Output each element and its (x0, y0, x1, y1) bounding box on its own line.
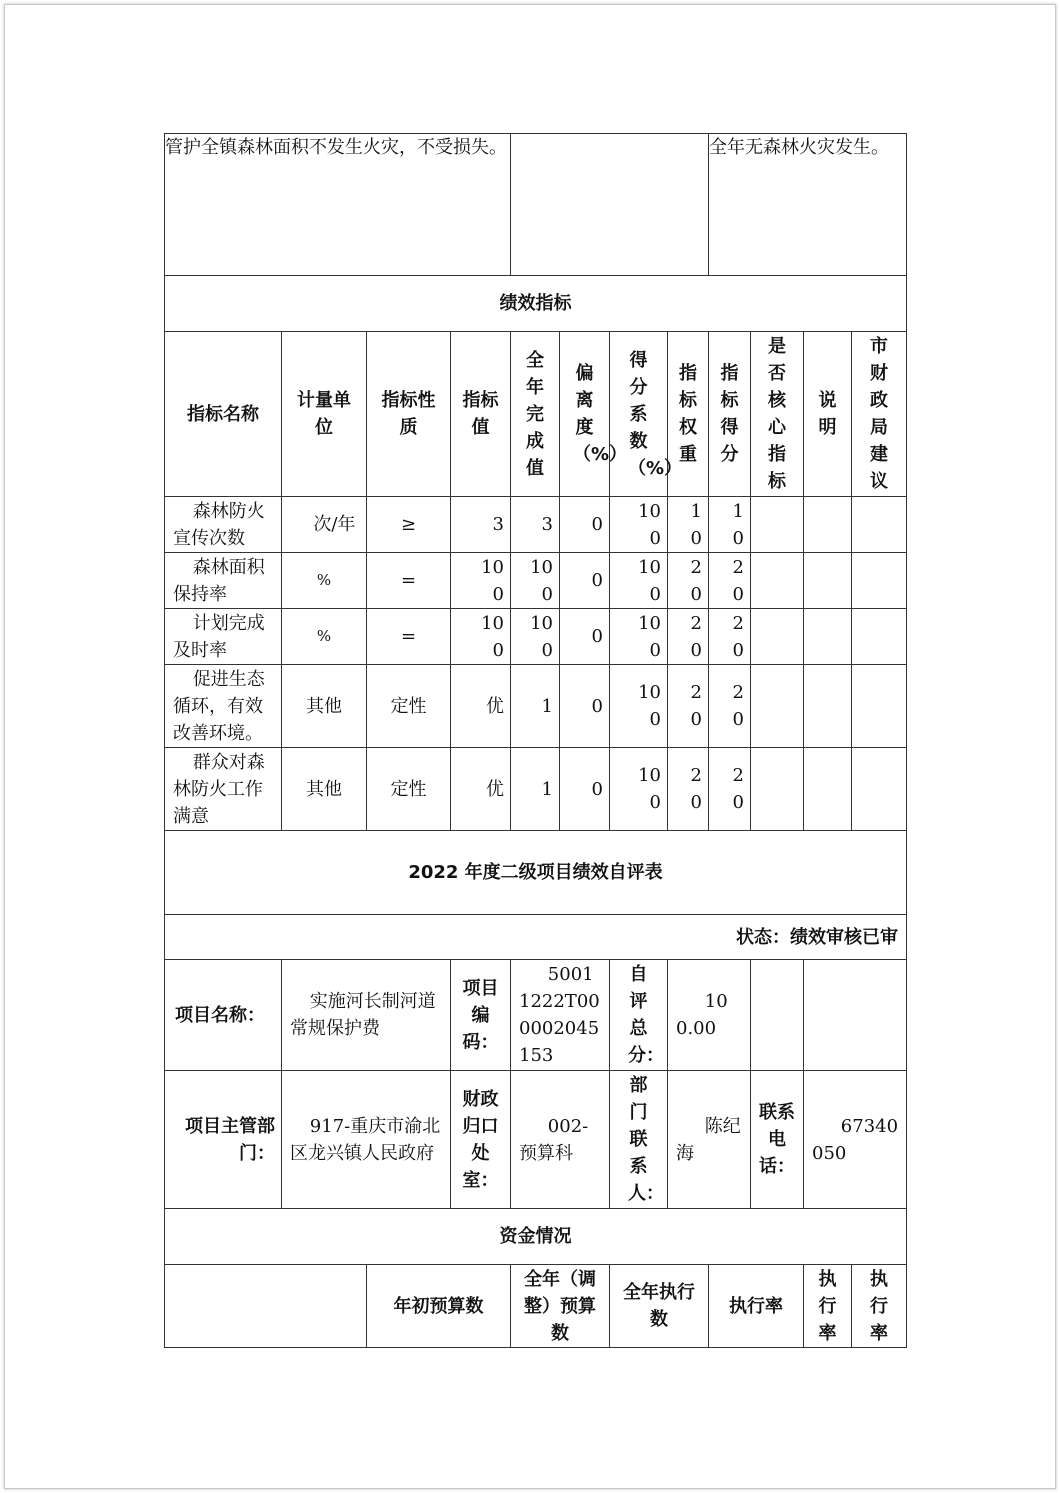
cell-done: 1 (511, 748, 560, 831)
cell-advice (852, 497, 907, 553)
header-note: 说明 (804, 332, 852, 497)
self-score-value: 100.00 (668, 960, 751, 1071)
header-deviation: 偏离度（%） (560, 332, 610, 497)
funds-header-adjusted-budget: 全年（调整）预算数 (511, 1265, 610, 1348)
cell-value: 优 (451, 665, 511, 748)
cell-deviation: 0 (560, 609, 610, 665)
cell-name: 计划完成及时率 (165, 609, 282, 665)
cell-deviation: 0 (560, 665, 610, 748)
cell-advice (852, 665, 907, 748)
header-nature: 指标性质 (367, 332, 451, 497)
funds-header-initial-budget: 年初预算数 (367, 1265, 511, 1348)
cell-score: 20 (709, 748, 751, 831)
cell-value: 100 (451, 609, 511, 665)
funds-blank-header (165, 1265, 367, 1348)
dept-label: 项目主管部门： (165, 1071, 282, 1209)
cell-value: 100 (451, 553, 511, 609)
cell-core (751, 497, 804, 553)
funds-header-exec-rate-3: 执行率 (852, 1265, 907, 1348)
target-row (165, 134, 907, 276)
cell-unit: 次/年 (282, 497, 367, 553)
cell-deviation: 0 (560, 553, 610, 609)
form-title: 2022 年度二级项目绩效自评表 (165, 831, 907, 915)
cell-name: 促进生态循环，有效改善环境。 (165, 665, 282, 748)
cell-nature: 定性 (367, 665, 451, 748)
contact-value: 陈纪海 (668, 1071, 751, 1209)
header-indicator-name: 指标名称 (165, 332, 282, 497)
contact-label: 部门联系人： (610, 1071, 668, 1209)
cell-coefficient: 100 (610, 665, 668, 748)
cell-done: 100 (511, 609, 560, 665)
cell-name: 森林面积保持率 (165, 553, 282, 609)
project-name-label: 项目名称： (165, 960, 282, 1071)
blank-cell (751, 960, 804, 1071)
cell-core (751, 609, 804, 665)
evaluation-table (164, 133, 907, 1348)
header-weight: 指标权重 (668, 332, 709, 497)
funds-header-executed: 全年执行数 (610, 1265, 709, 1348)
cell-weight: 20 (668, 609, 709, 665)
cell-core (751, 748, 804, 831)
cell-note (804, 497, 852, 553)
cell-score: 20 (709, 553, 751, 609)
perf-section-title: 绩效指标 (165, 276, 907, 332)
cell-nature: ≥ (367, 497, 451, 553)
cell-nature: = (367, 609, 451, 665)
table-row (165, 609, 907, 665)
cell-core (751, 553, 804, 609)
blank-cell (804, 960, 907, 1071)
header-completed: 全年完成值 (511, 332, 560, 497)
table-row (165, 748, 907, 831)
cell-weight: 20 (668, 748, 709, 831)
self-score-label: 自评总分： (610, 960, 668, 1071)
table-row (165, 553, 907, 609)
phone-label: 联系电话： (751, 1071, 804, 1209)
project-code-label: 项目编码： (451, 960, 511, 1071)
middle-text (511, 134, 709, 276)
cell-unit: % (282, 609, 367, 665)
cell-note (804, 748, 852, 831)
cell-unit: 其他 (282, 748, 367, 831)
funds-section-title: 资金情况 (165, 1209, 907, 1265)
cell-coefficient: 100 (610, 497, 668, 553)
cell-nature: 定性 (367, 748, 451, 831)
cell-note (804, 609, 852, 665)
cell-deviation: 0 (560, 748, 610, 831)
cell-deviation: 0 (560, 497, 610, 553)
cell-weight: 20 (668, 665, 709, 748)
perf-header-row (165, 332, 907, 497)
table-row (165, 665, 907, 748)
cell-name: 群众对森林防火工作满意 (165, 748, 282, 831)
office-value: 002-预算科 (511, 1071, 610, 1209)
cell-value: 3 (451, 497, 511, 553)
header-core: 是否核心指标 (751, 332, 804, 497)
table-row (165, 497, 907, 553)
cell-weight: 10 (668, 497, 709, 553)
target-text: 管护全镇森林面积不发生火灾，不受损失。 (165, 134, 511, 276)
cell-score: 20 (709, 609, 751, 665)
cell-advice (852, 748, 907, 831)
cell-core (751, 665, 804, 748)
cell-done: 1 (511, 665, 560, 748)
department-row (165, 1071, 907, 1209)
cell-weight: 20 (668, 553, 709, 609)
cell-value: 优 (451, 748, 511, 831)
cell-done: 100 (511, 553, 560, 609)
header-score: 指标得分 (709, 332, 751, 497)
phone-value: 67340050 (804, 1071, 907, 1209)
office-label: 财政归口处室： (451, 1071, 511, 1209)
status-text: 状态：绩效审核已审 (165, 915, 907, 960)
cell-advice (852, 553, 907, 609)
cell-note (804, 553, 852, 609)
dept-value: 917-重庆市渝北区龙兴镇人民政府 (282, 1071, 451, 1209)
header-value: 指标值 (451, 332, 511, 497)
cell-score: 10 (709, 497, 751, 553)
project-code-value: 50011222T000002045153 (511, 960, 610, 1071)
cell-name: 森林防火宣传次数 (165, 497, 282, 553)
cell-score: 20 (709, 665, 751, 748)
cell-unit: % (282, 553, 367, 609)
project-name-value: 实施河长制河道常规保护费 (282, 960, 451, 1071)
cell-unit: 其他 (282, 665, 367, 748)
cell-nature: = (367, 553, 451, 609)
project-row (165, 960, 907, 1071)
cell-coefficient: 100 (610, 748, 668, 831)
cell-done: 3 (511, 497, 560, 553)
actual-text: 全年无森林火灾发生。 (709, 134, 907, 276)
cell-note (804, 665, 852, 748)
funds-header-exec-rate-2: 执行率 (804, 1265, 852, 1348)
cell-advice (852, 609, 907, 665)
header-advice: 市财政局建议 (852, 332, 907, 497)
cell-coefficient: 100 (610, 609, 668, 665)
header-coefficient: 得分系数（%） (610, 332, 668, 497)
header-unit: 计量单位 (282, 332, 367, 497)
funds-header-row (165, 1265, 907, 1348)
funds-header-exec-rate: 执行率 (709, 1265, 804, 1348)
cell-coefficient: 100 (610, 553, 668, 609)
